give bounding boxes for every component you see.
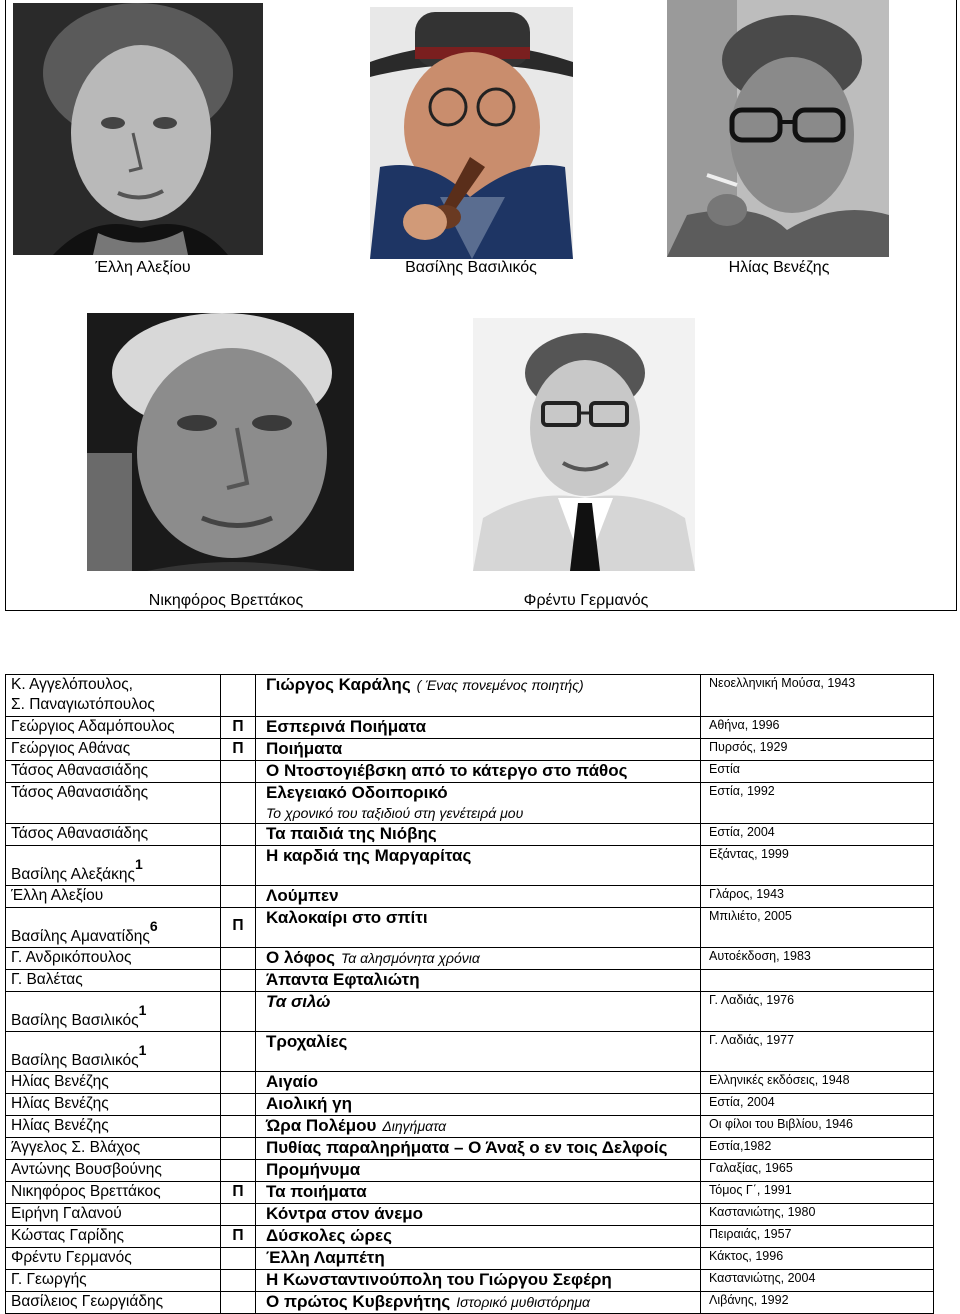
publisher-cell [701,970,934,992]
portrait-photo-freddy-germanos [473,318,695,571]
book-title: Πυθίας παραληρήματα – Ο Άναξ ο εν τοις Δελφοίς [266,1138,668,1157]
author-cell [6,1226,221,1248]
author-name: Τάσος Αθανασιάδης [11,825,149,842]
author-name: Αντώνης Βουσβούνης [11,1161,162,1178]
book-title: Προμήνυμα [266,1160,361,1179]
poetry-flag-cell: Π [221,717,256,739]
author-cell [6,1292,221,1314]
author-name: Βασίλειος Γεωργιάδης [11,1293,164,1310]
author-cell [6,1072,221,1094]
book-title: Ο λόφος [266,948,335,967]
table-row [6,992,934,1032]
table-row [6,886,934,908]
author-name: Γ. Ανδρικόπουλος [11,949,132,966]
table-row [6,1204,934,1226]
poetry-flag-cell [221,886,256,908]
poetry-flag-cell [221,1072,256,1094]
poetry-flag-cell [221,1116,256,1138]
publisher-cell: Πειραιάς, 1957 [701,1226,934,1248]
publisher-cell: Τόμος Γ΄, 1991 [701,1182,934,1204]
caption-elli-alexiou: Έλλη Αλεξίου [95,259,191,276]
book-table [5,674,934,1314]
caption-freddy-germanos: Φρέντυ Γερμανός [523,592,649,609]
publisher-cell: Γλάρος, 1943 [701,886,934,908]
book-table-body [6,675,934,1314]
book-title: Ο πρώτος Κυβερνήτης [266,1292,451,1311]
author-cell [6,717,221,739]
poetry-flag-cell: Π [221,1182,256,1204]
book-title: Έλλη Λαμπέτη [266,1248,385,1267]
caption-nikiforos-vrettakos: Νικηφόρος Βρεττάκος [148,592,304,609]
publisher-cell: Γ. Λαδιάς, 1977 [701,1032,934,1072]
publisher-cell: Εστία,1982 [701,1138,934,1160]
author-cell [6,886,221,908]
poetry-flag-cell [221,824,256,846]
author-name: Βασίλης Αμανατίδης [11,928,150,945]
table-row [6,1270,934,1292]
table-row [6,783,934,824]
table-row [6,1032,934,1072]
poetry-flag-cell [221,1094,256,1116]
publisher-cell: Μπιλιέτο, 2005 [701,908,934,948]
poetry-flag-cell [221,783,256,824]
title-cell [256,675,701,717]
book-subtitle: Το χρονικό του ταξιδιού στη γενέτειρά μου [266,805,524,821]
footnote-marker: 1 [134,856,143,872]
table-row [6,1226,934,1248]
poetry-flag-cell [221,1032,256,1072]
publisher-cell: Πυρσός, 1929 [701,739,934,761]
author-name: Φρέντυ Γερμανός [11,1249,132,1266]
author-cell [6,948,221,970]
title-cell [256,992,701,1032]
author-name: Βασίλης Αλεξάκης [11,866,135,883]
poetry-flag-cell [221,1204,256,1226]
footnote-marker: 1 [138,1042,147,1058]
book-title: Εσπερινά Ποιήματα [266,717,427,736]
title-cell [256,717,701,739]
publisher-cell: Εστία, 1992 [701,783,934,824]
author-cell [6,824,221,846]
publisher-cell: Γαλαξίας, 1965 [701,1160,934,1182]
title-cell [256,1032,701,1072]
title-cell [256,948,701,970]
poetry-flag-cell [221,948,256,970]
caption-vasilis-vasilikos: Βασίλης Βασιλικός [405,259,537,276]
book-title: Καλοκαίρι στο σπίτι [266,908,428,927]
poetry-flag-cell: Π [221,908,256,948]
book-title: Γιώργος Καράλης [266,675,411,694]
table-row [6,824,934,846]
title-cell [256,824,701,846]
book-subtitle: Τα αλησμόνητα χρόνια [340,950,480,966]
table-row [6,970,934,992]
book-title: Ποιήματα [266,739,343,758]
author-cell [6,1032,221,1072]
book-title: Τα ποιήματα [266,1182,367,1201]
book-title: Δύσκολες ώρες [266,1226,392,1245]
poetry-flag-cell: Π [221,739,256,761]
book-title: Τροχαλίες [266,1032,348,1051]
book-title: Τα παιδιά της Νιόβης [266,824,437,843]
author-cell [6,908,221,948]
publisher-cell: Κάκτος, 1996 [701,1248,934,1270]
table-row [6,717,934,739]
table-row [6,761,934,783]
author-name: Ηλίας Βενέζης [11,1117,109,1134]
publisher-cell: Αυτοέκδοση, 1983 [701,948,934,970]
footnote-marker: 1 [138,1002,147,1018]
poetry-flag-cell [221,846,256,886]
author-name: Ηλίας Βενέζης [11,1073,109,1090]
poetry-flag-cell [221,675,256,717]
author-cell [6,846,221,886]
title-cell [256,908,701,948]
table-row [6,1182,934,1204]
author-name: Γεώργιος Αδαμόπουλος [11,718,175,735]
title-cell [256,1160,701,1182]
author-name: Γ. Βαλέτας [11,971,83,988]
author-cell [6,970,221,992]
author-name: Γ. Γεωργής [11,1271,87,1288]
author-cell [6,1160,221,1182]
author-name: Νικηφόρος Βρεττάκος [11,1183,161,1200]
author-cell [6,1248,221,1270]
title-cell [256,846,701,886]
publisher-cell: Καστανιώτης, 1980 [701,1204,934,1226]
table-row [6,948,934,970]
title-cell [256,1182,701,1204]
portrait-photo-nikiforos-vrettakos [87,313,354,571]
poetry-flag-cell [221,1138,256,1160]
book-title: Αιγαίο [266,1072,319,1091]
title-cell [256,1094,701,1116]
table-row [6,739,934,761]
publisher-cell: Γ. Λαδιάς, 1976 [701,992,934,1032]
title-cell [256,1270,701,1292]
author-name: Βασίλης Βασιλικός [11,1052,139,1069]
title-cell [256,1226,701,1248]
poetry-flag-cell [221,1292,256,1314]
poetry-flag-cell [221,1160,256,1182]
poetry-flag-cell: Π [221,1226,256,1248]
author-cell [6,783,221,824]
publisher-cell: Νεοελληνική Μούσα, 1943 [701,675,934,717]
footnote-marker: 6 [149,918,158,934]
title-cell [256,1204,701,1226]
poetry-flag-cell [221,1248,256,1270]
book-title: Τα σιλώ [266,992,331,1011]
table-row [6,1116,934,1138]
author-name: Τάσος Αθανασιάδης [11,762,149,779]
title-cell [256,783,701,824]
table-row [6,1292,934,1314]
author-name: Γεώργιος Αθάνας [11,740,131,757]
table-row [6,675,934,717]
poetry-flag-cell [221,992,256,1032]
book-title: Ώρα Πολέμου [266,1116,377,1135]
publisher-cell: Εστία, 2004 [701,824,934,846]
author-cell [6,675,221,717]
author-cell [6,739,221,761]
title-cell [256,970,701,992]
author-name: Τάσος Αθανασιάδης [11,784,149,801]
book-title: Η καρδιά της Μαργαρίτας [266,846,472,865]
author-name: Βασίλης Βασιλικός [11,1012,139,1029]
author-cell [6,1182,221,1204]
title-cell [256,1292,701,1314]
table-row [6,1248,934,1270]
author-name: Κώστας Γαρίδης [11,1227,124,1244]
title-cell [256,1072,701,1094]
table-row [6,908,934,948]
author-cell [6,1094,221,1116]
portrait-photo-elli-alexiou [13,3,263,255]
publisher-cell: Εξάντας, 1999 [701,846,934,886]
title-cell [256,739,701,761]
author-name: Ειρήνη Γαλανού [11,1205,122,1222]
table-row [6,1094,934,1116]
author-name: Άγγελος Σ. Βλάχος [11,1139,141,1156]
portrait-photo-vasilis-vasilikos [370,7,573,259]
book-subtitle: Ιστορικό μυθιστόρημα [456,1294,590,1310]
title-cell [256,1116,701,1138]
book-subtitle: Διηγήματα [382,1118,447,1134]
publisher-cell: Λιβάνης, 1992 [701,1292,934,1314]
author-name: Έλλη Αλεξίου [11,887,104,904]
poetry-flag-cell [221,1270,256,1292]
book-title: Η Κωνσταντινούπολη του Γιώργου Σεφέρη [266,1270,612,1289]
author-cell [6,1116,221,1138]
title-cell [256,761,701,783]
author-name: Ηλίας Βενέζης [11,1095,109,1112]
author-name-second: Σ. Παναγιωτόπουλος [11,696,155,713]
book-title: Κόντρα στον άνεμο [266,1204,424,1223]
author-name: Κ. Αγγελόπουλος, [11,676,133,693]
publisher-cell: Αθήνα, 1996 [701,717,934,739]
author-cell [6,1270,221,1292]
book-subtitle: ( Ένας πονεμένος ποιητής) [416,677,584,693]
author-cell [6,761,221,783]
poetry-flag-cell [221,761,256,783]
title-cell [256,886,701,908]
poetry-flag-cell [221,970,256,992]
publisher-cell: Ελληνικές εκδόσεις, 1948 [701,1072,934,1094]
book-title: Λούμπεν [266,886,339,905]
author-cell [6,1138,221,1160]
book-title: Ο Ντοστογιέβσκη από το κάτεργο στο πάθος [266,761,628,780]
book-title: Άπαντα Εφταλιώτη [266,970,420,989]
author-cell [6,992,221,1032]
photo-panel [5,0,957,611]
publisher-cell: Εστία, 2004 [701,1094,934,1116]
table-row [6,1160,934,1182]
author-cell [6,1204,221,1226]
publisher-cell: Καστανιώτης, 2004 [701,1270,934,1292]
table-row [6,1138,934,1160]
portrait-photo-ilias-venezis [667,0,889,257]
caption-ilias-venezis: Ηλίας Βενέζης [728,259,830,276]
publisher-cell: Εστία [701,761,934,783]
publisher-cell: Οι φίλοι του Βιβλίου, 1946 [701,1116,934,1138]
table-row [6,846,934,886]
title-cell [256,1248,701,1270]
table-row [6,1072,934,1094]
book-title: Αιολική γη [266,1094,352,1113]
title-cell [256,1138,701,1160]
book-title: Ελεγειακό Οδοιπορικό [266,783,448,802]
